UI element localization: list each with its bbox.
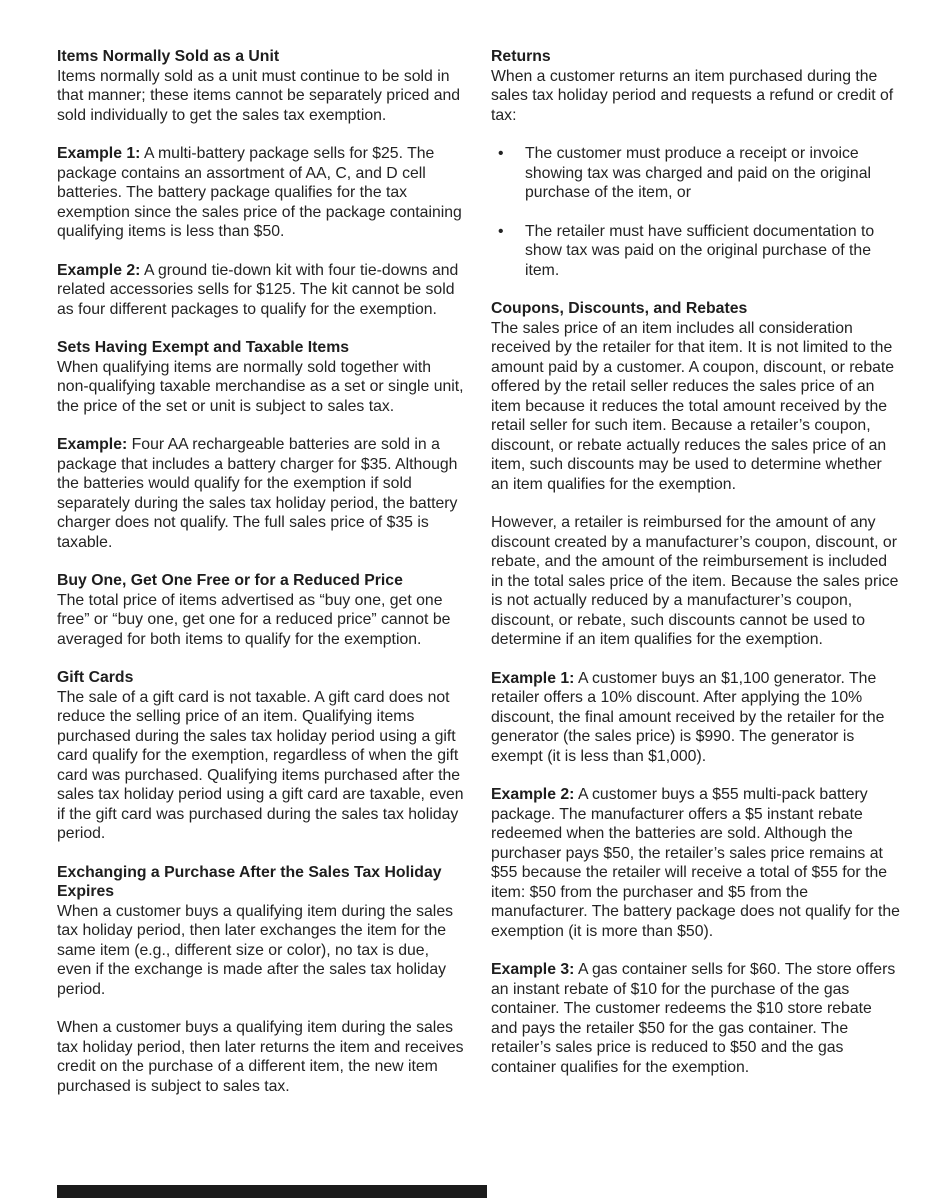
paragraph: The total price of items advertised as “buy one, get one free” or “buy one, get one for a reduced price” cannot be averaged for both items to qualify for the exemption.: [57, 591, 451, 648]
bullet-text: The retailer must have sufficient documentation to show tax was paid on the original purchase of the item.: [525, 222, 875, 279]
paragraph: The sale of a gift card is not taxable. A gift card does not reduce the selling price of an item. Qualifying items purchased during the sales tax holiday period using a gift card qualify for the exemption, regardless of when the gift card was purchased. Qualifying items purchased after the sales tax holiday period using a gift card are taxable, even if the gift card was purchased during the sales tax holiday period.: [57, 688, 464, 842]
example-label: Example 1:: [491, 669, 575, 687]
paragraph-example: [57, 435, 465, 552]
example-text: A customer buys an $1,100 generator. The retailer offers a 10% discount. After applying the 10% discount, the final amount received by the retailer for the generator (the sales price) is $990. The generator is exempt (it is less than $1,000).: [491, 669, 885, 765]
footer-bar: [57, 1185, 487, 1198]
example-label: Example:: [57, 436, 128, 453]
bullet-item: [491, 222, 901, 281]
paragraph-example-2: [491, 785, 901, 941]
paragraph-example-1: [491, 669, 901, 767]
paragraph: Items normally sold as a unit must continue to be sold in that manner; these items cannot be separately priced and sold individually to get the sales tax exemption.: [57, 67, 461, 124]
section-heading-coupons-discounts-rebates: Coupons, Discounts, and Rebates: [491, 300, 748, 317]
paragraph: The sales price of an item includes all consideration received by the retailer for that item. It is not limited to the amount paid by a customer. A coupon, discount, or rebate offered by the retail seller reduces the sales price of an item because it reduces the total amount received by the retail seller for such item. Because a retailer’s coupon, discount, or rebate actually reduces the sales price of an item, such discounts may be used to determine whether an item qualifies for the exemption.: [491, 319, 895, 493]
paragraph: When qualifying items are normally sold together with non-qualifying taxable merchandise as a set or single unit, the price of the set or unit is subject to sales tax.: [57, 358, 464, 415]
paragraph: When a customer buys a qualifying item during the sales tax holiday period, then later exchanges the item for the same item (e.g., different size or color), no tax is due, even if the exchange is made after the sales tax holiday period.: [57, 902, 454, 998]
example-text: A customer buys a $55 multi-pack battery package. The manufacturer offers a $5 instant rebate redeemed when the batteries are sold. Although the purchaser pays $50, the retailer’s sales price remains at $55 because the retailer will receive a total of $55 for the item: $50 from the purchaser and $5 from the manufacturer. The battery package does not qualify for the exemption (it is more than $50).: [491, 786, 900, 940]
example-label: Example 2:: [57, 261, 141, 279]
section-heading-exchanging-purchase: Exchanging a Purchase After the Sales Tax Holiday Expires: [57, 863, 442, 900]
bullet-item: [491, 144, 901, 203]
paragraph: When a customer buys a qualifying item during the sales tax holiday period, then later returns the item and receives credit on the purchase of a different item, the new item purchased is subject to sales tax.: [57, 1019, 464, 1095]
section-heading-items-sold-as-unit: Items Normally Sold as a Unit: [57, 48, 280, 65]
paragraph-example-3: [491, 960, 901, 1077]
section-heading-returns: Returns: [491, 48, 551, 65]
example-label: Example 1:: [57, 145, 141, 162]
bullet-icon: •: [498, 145, 504, 162]
bullet-icon: •: [498, 222, 504, 240]
section-heading-gift-cards: Gift Cards: [57, 669, 134, 686]
example-text: A gas container sells for $60. The store offers an instant rebate of $10 for the purchase of the gas container. The customer redeems the $10 store rebate and pays the retailer $50 for the gas container. The retailer’s sales price is reduced to $50 and the gas container qualifies for the exemption.: [491, 961, 896, 1076]
bullet-text: The customer must produce a receipt or invoice showing tax was charged and paid on the original purchase of the item, or: [525, 145, 872, 201]
example-text: A multi-battery package sells for $25. The package contains an assortment of AA, C, and D cell batteries. The battery package qualifies for the tax exemption since the sales price of the package containing qualifying items is less than $50.: [57, 145, 462, 240]
section-heading-sets-exempt-taxable: Sets Having Exempt and Taxable Items: [57, 339, 350, 356]
paragraph-example-2: [57, 261, 465, 320]
paragraph-example-1: [57, 144, 465, 242]
left-column: [57, 47, 465, 1115]
right-column: [491, 47, 901, 1096]
paragraph: When a customer returns an item purchased during the sales tax holiday period and requests a refund or credit of tax:: [491, 67, 894, 124]
example-text: A ground tie-down kit with four tie-downs and related accessories sells for $125. The kit cannot be sold as four different packages to qualify for the exemption.: [57, 261, 459, 318]
paragraph: However, a retailer is reimbursed for the amount of any discount created by a manufacturer’s coupon, discount, or rebate, and the amount of the reimbursement is included in the total sales price of the item. Because the sales price is not actually reduced by a manufacturer’s coupon, discount, or rebate, such discounts cannot be used to determine if an item qualifies for the exemption.: [491, 514, 899, 648]
example-label: Example 2:: [491, 786, 575, 803]
section-heading-buy-one-get-one: Buy One, Get One Free or for a Reduced Price: [57, 572, 403, 589]
example-label: Example 3:: [491, 961, 575, 978]
example-text: Four AA rechargeable batteries are sold in a package that includes a battery charger for $35. Although the batteries would qualify for the exemption if sold separately during the sales tax holiday period, the battery charger does not qualify. The full sales price of $35 is taxable.: [57, 436, 458, 551]
